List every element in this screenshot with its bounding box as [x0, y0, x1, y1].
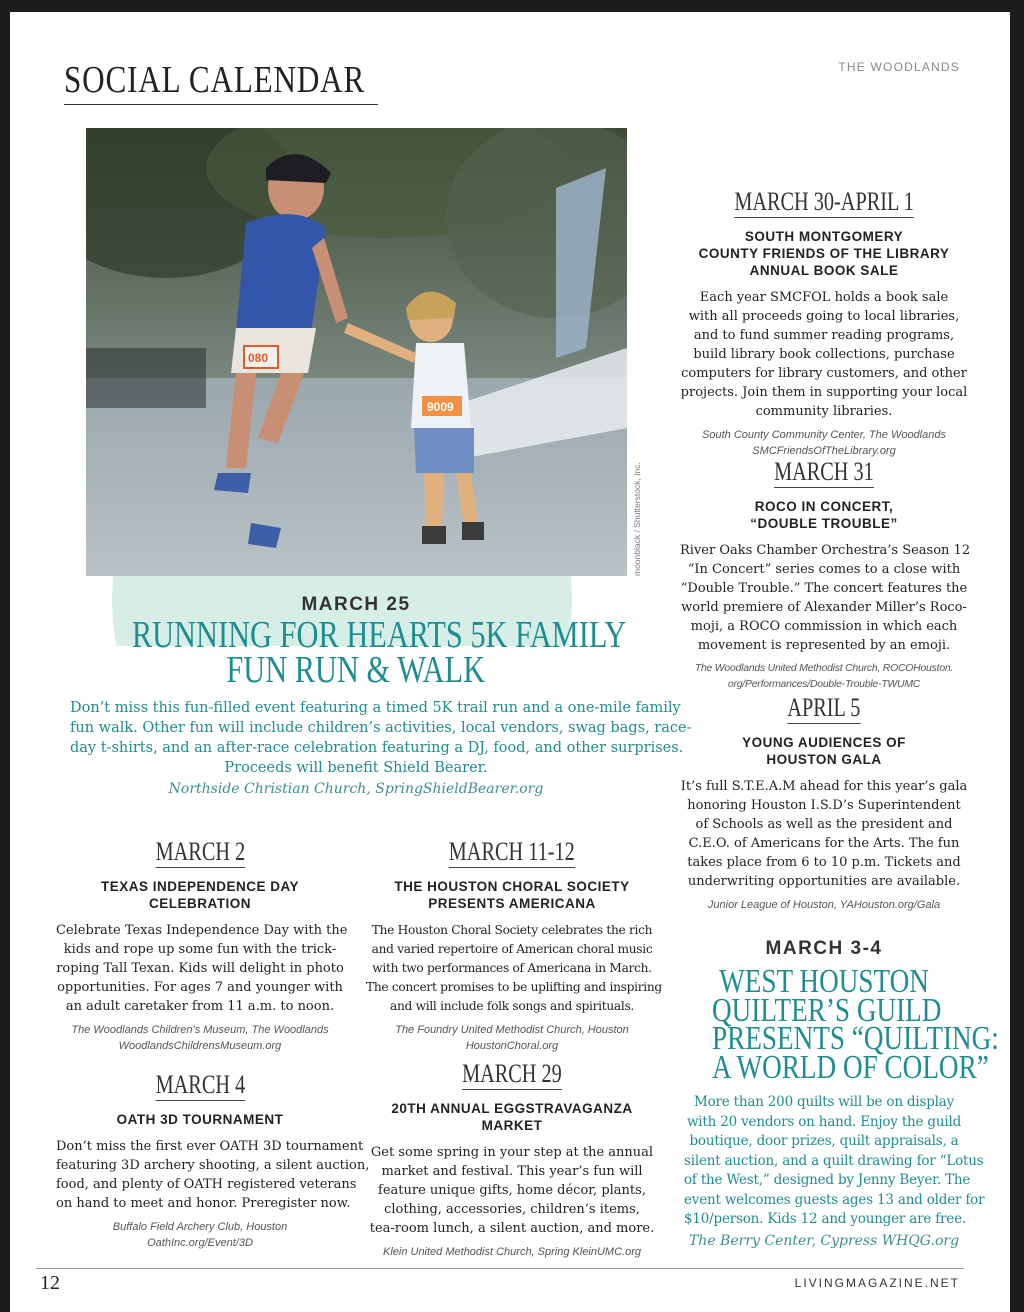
- footer-rule: [36, 1268, 964, 1269]
- left-border: [0, 0, 10, 1312]
- top-border: [0, 0, 1024, 12]
- title-underline: [64, 104, 378, 105]
- event-date: MARCH 11-12: [448, 837, 576, 866]
- event-april-5: [680, 694, 968, 913]
- event-march-30-april-1: [680, 188, 968, 459]
- site-url: LIVINGMAGAZINE.NET: [794, 1276, 960, 1290]
- event-march-4: [56, 1070, 370, 1251]
- photo-credit: moonblack / Shutterstock, Inc.: [632, 462, 642, 576]
- event-date: MARCH 31: [774, 457, 874, 486]
- event-venue: The Foundry United Methodist Church, Houston HoustonChoral.org: [395, 1024, 629, 1052]
- event-name: TEXAS INDEPENDENCE DAY CELEBRATION: [100, 879, 300, 911]
- event-march-31: [680, 457, 971, 693]
- event-venue: The Woodlands Children’s Museum, The Woodlands WoodlandsChildrensMuseum.org: [71, 1024, 329, 1052]
- event-venue: The Woodlands United Methodist Church, ROCOHouston. org/Performances/Double-Trouble-TWUMC: [694, 663, 954, 690]
- event-venue: Buffalo Field Archery Club, Houston OathInc.org/Event/3D: [112, 1221, 288, 1249]
- event-date: MARCH 30-APRIL 1: [734, 187, 914, 216]
- event-march-2: [56, 837, 348, 1054]
- event-name: SOUTH MONTGOMERY COUNTY FRIENDS OF THE LIBRARY ANNUAL BOOK SALE: [698, 229, 950, 278]
- event-march-29: [366, 1060, 658, 1260]
- event-march-11-12: [366, 837, 662, 1054]
- featured-venue: Northside Christian Church, SpringShieldBearer.org: [168, 781, 544, 797]
- event-venue: South County Community Center, The Woodlands SMCFriendsOfTheLibrary.org: [702, 429, 946, 457]
- event-venue: Junior League of Houston, YAHouston.org/Gala: [707, 899, 941, 911]
- quilt-event-venue: The Berry Center, Cypress WHQG.org: [688, 1233, 960, 1249]
- event-description: It’s full S.T.E.A.M ahead for this year’s gala honoring Houston I.S.D’s Superintendent of Schools as well as the president and C.E.O. of Americans for the Arts. The fun takes place from 6 to 10 p.m. Tickets and underwriting opportunities are available.: [680, 779, 968, 889]
- event-name: ROCO IN CONCERT, “DOUBLE TROUBLE”: [750, 499, 898, 531]
- event-description: Get some spring in your step at the annual market and festival. This year’s fun will feature unique gifts, home décor, plants, clothing, accessories, children’s items, tea-room lunch, a silent auction, and more.: [369, 1145, 655, 1236]
- event-date: APRIL 5: [787, 693, 861, 722]
- event-description: River Oaks Chamber Orchestra’s Season 12 “In Concert” series comes to a close with “Double Trouble.” The concert features the world premiere of Alexander Miller’s Roco- moji, a ROCO commission in which each movement is represented by an emoji.: [680, 543, 971, 653]
- page-number: 12: [40, 1272, 60, 1294]
- event-name: THE HOUSTON CHORAL SOCIETY PRESENTS AMERICANA: [394, 879, 630, 911]
- bib-number-child: 9009: [427, 400, 454, 414]
- featured-title: RUNNING FOR HEARTS 5K FAMILY FUN RUN & WALK: [131, 614, 627, 691]
- section-title: SOCIAL CALENDAR: [64, 59, 366, 101]
- event-name: YOUNG AUDIENCES OF HOUSTON GALA: [742, 735, 906, 767]
- region-label: THE WOODLANDS: [838, 60, 960, 74]
- event-name: OATH 3D TOURNAMENT: [116, 1112, 284, 1127]
- event-name: 20TH ANNUAL EGGSTRAVAGANZA MARKET: [391, 1101, 633, 1133]
- event-description: Don’t miss the first ever OATH 3D tournament featuring 3D archery shooting, a silent auction, food, and plenty of OATH registered veterans on hand to meet and honor. Preregister now.: [56, 1139, 370, 1211]
- quilt-event-title: WEST HOUSTON QUILTER’S GUILD PRESENTS “QUILTING: A WORLD OF COLOR”: [712, 963, 999, 1086]
- featured-description: Don’t miss this fun-filled event featuring a timed 5K trail run and a one-mile family fun walk. Other fun will include children’s activities, local vendors, swag bags, race- day t-shirts, and an after-race celebration featuring a DJ, food, and other surprises. Proceeds will benefit Shield Bearer.: [70, 700, 692, 776]
- event-date: MARCH 2: [155, 837, 245, 866]
- featured-date: MARCH 25: [301, 594, 411, 615]
- quilt-event-description: More than 200 quilts will be on display with 20 vendors on hand. Enjoy the guild boutique, door prizes, quilt appraisals, a silent auction, and a quilt drawing for “Lotus of the West,” designed by Jenny Beyer. The event welcomes guests ages 13 and older for $10/person. Kids 12 and younger are free.: [684, 1094, 985, 1227]
- event-date: MARCH 4: [155, 1070, 245, 1099]
- hero-photo: [86, 128, 627, 576]
- event-description: Each year SMCFOL holds a book sale with all proceeds going to local libraries, and to fund summer reading programs, build library book collections, purchase computers for library customers, and other projects. Join them in supporting your local community libraries.: [680, 290, 968, 419]
- quilt-event-date: MARCH 3-4: [765, 938, 883, 959]
- event-description: The Houston Choral Society celebrates the rich and varied repertoire of American choral music with two performances of Americana in March. The concert promises to be uplifting and inspiring and will include folk songs and spirituals.: [366, 923, 662, 1013]
- event-venue: Klein United Methodist Church, Spring KleinUMC.org: [382, 1246, 641, 1258]
- bib-number-adult: 080: [248, 351, 269, 365]
- right-border: [1010, 0, 1024, 1312]
- event-date: MARCH 29: [462, 1059, 562, 1088]
- event-description: Celebrate Texas Independence Day with the kids and rope up some fun with the trick- roping Tall Texan. Kids will delight in photo opportunities. For ages 7 and younger with an adult caretaker from 11 a.m. to noon.: [56, 923, 348, 1014]
